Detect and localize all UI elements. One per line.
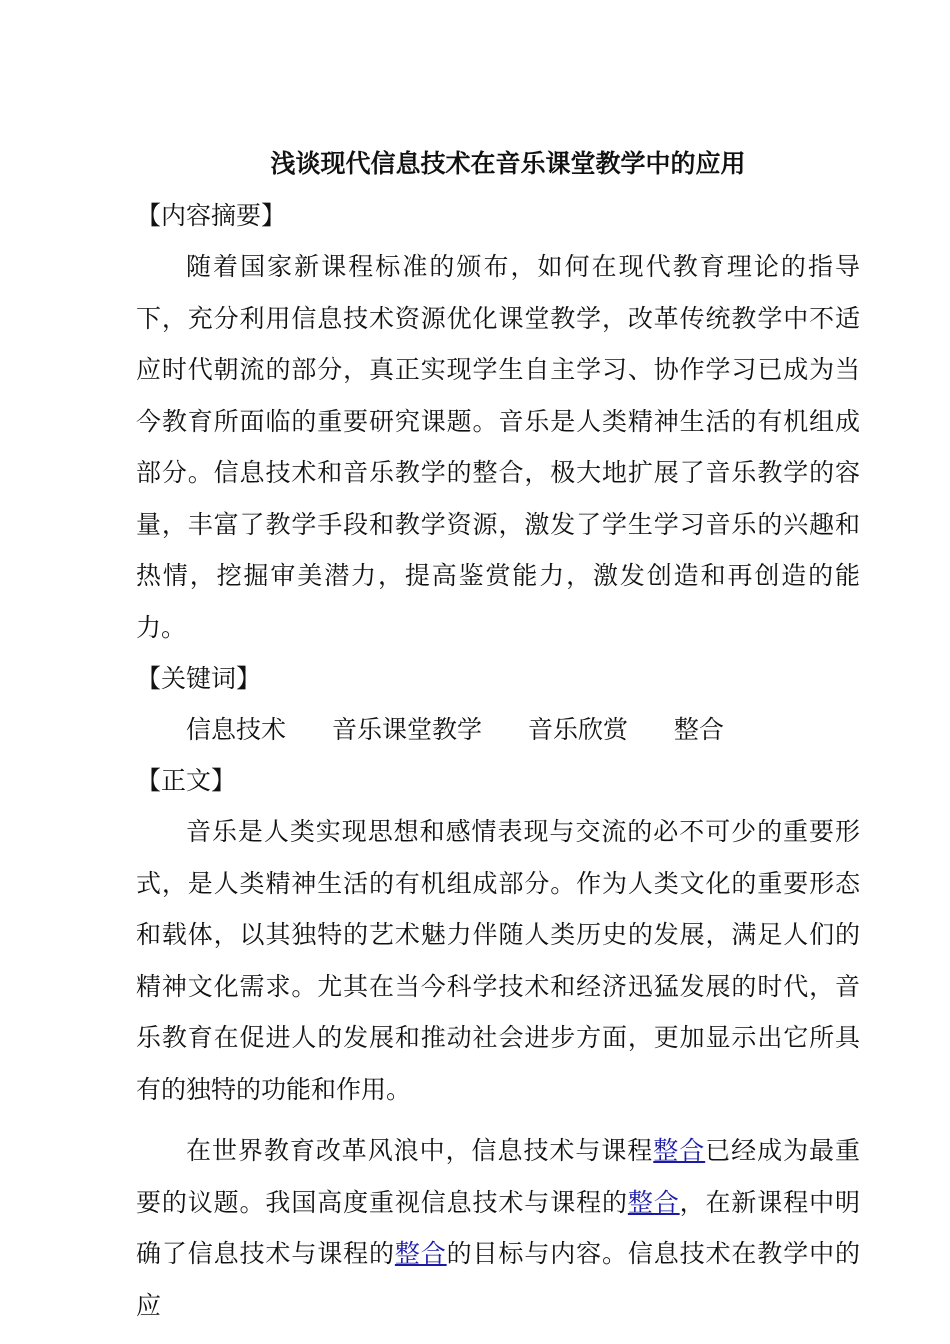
integration-link[interactable]: 整合 bbox=[653, 1136, 706, 1165]
keyword-item: 信息技术 bbox=[186, 715, 287, 744]
text-segment: 在世界教育改革风浪中，信息技术与课程 bbox=[186, 1136, 654, 1165]
paragraph-gap bbox=[136, 1115, 860, 1125]
keyword-item: 音乐课堂教学 bbox=[331, 715, 482, 744]
text-segment: 已经成为最重要的议题。我国高度重视信息技术与课程的 bbox=[136, 1136, 860, 1217]
keyword-item: 整合 bbox=[673, 715, 724, 744]
integration-link[interactable]: 整合 bbox=[627, 1187, 680, 1217]
keyword-item: 音乐欣赏 bbox=[527, 715, 628, 744]
keywords-list bbox=[136, 704, 860, 755]
body-paragraph-2 bbox=[136, 1125, 860, 1331]
abstract-paragraph: 随着国家新课程标准的颁布，如何在现代教育理论的指导下，充分利用信息技术资源优化课堂教学，改革传统教学中不适应时代朝流的部分，真正实现学生自主学习、协作学习已成为当今教育所面临的重要研究课题。音乐是人类精神生活的有机组成部分。信息技术和音乐教学的整合，极大地扩展了音乐教学的容量，丰富了教学手段和教学资源，激发了学生学习音乐的兴趣和热情，挖掘审美潜力，提高鉴赏能力，激发创造和再创造的能力。 bbox=[136, 252, 860, 642]
body-heading: 【正文】 bbox=[136, 766, 237, 795]
document-page bbox=[136, 138, 860, 1331]
body-paragraph-1: 音乐是人类实现思想和感情表现与交流的必不可少的重要形式，是人类精神生活的有机组成部分。作为人类文化的重要形态和载体，以其独特的艺术魅力伴随人类历史的发展，满足人们的精神文化需求。尤其在当今科学技术和经济迅猛发展的时代，音乐教育在促进人的发展和推动社会进步方面，更加显示出它所具有的独特的功能和作用。 bbox=[136, 817, 860, 1104]
text-segment: 的目标与内容。信息技术在教学中的应 bbox=[136, 1239, 860, 1320]
document-title: 浅谈现代信息技术在音乐课堂教学中的应用 bbox=[270, 149, 746, 178]
keywords-heading: 【关键词】 bbox=[136, 664, 262, 693]
text-segment: ，在新课程中明确了信息技术与课程的 bbox=[136, 1187, 860, 1268]
abstract-heading: 【内容摘要】 bbox=[136, 201, 287, 230]
integration-link[interactable]: 整合 bbox=[394, 1239, 447, 1268]
